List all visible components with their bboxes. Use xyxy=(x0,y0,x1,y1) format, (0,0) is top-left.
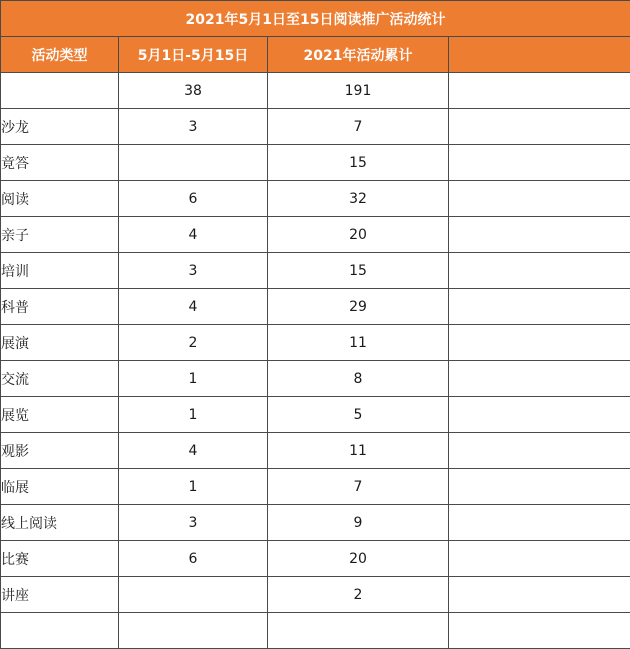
cell-period: 1 xyxy=(119,469,268,505)
table-row xyxy=(1,505,630,541)
cell-period: 4 xyxy=(119,433,268,469)
table-row xyxy=(1,469,630,505)
cell-period: 1 xyxy=(119,397,268,433)
table-title: 2021年5月1日至15日阅读推广活动统计 xyxy=(1,1,630,37)
cell-extra xyxy=(449,109,630,145)
cell-period: 4 xyxy=(119,289,268,325)
header-annual-total: 2021年活动累计 xyxy=(268,37,449,73)
cell-period: 4 xyxy=(119,217,268,253)
cell-extra xyxy=(449,181,630,217)
cell-extra xyxy=(449,253,630,289)
title-row xyxy=(1,1,630,37)
cell-type: 临展 xyxy=(1,469,119,505)
cell-type: 线上阅读 xyxy=(1,505,119,541)
cell-extra xyxy=(449,469,630,505)
cell-extra xyxy=(449,505,630,541)
table-row xyxy=(1,577,630,613)
table-row xyxy=(1,145,630,181)
table-row xyxy=(1,109,630,145)
cell-period xyxy=(119,613,268,649)
table-row xyxy=(1,253,630,289)
cell-total: 7 xyxy=(268,109,449,145)
cell-type xyxy=(1,73,119,109)
cell-extra xyxy=(449,217,630,253)
cell-extra xyxy=(449,145,630,181)
cell-type: 展演 xyxy=(1,325,119,361)
cell-total: 191 xyxy=(268,73,449,109)
cell-period: 1 xyxy=(119,361,268,397)
cell-total: 7 xyxy=(268,469,449,505)
cell-type: 交流 xyxy=(1,361,119,397)
header-extra xyxy=(449,37,630,73)
cell-total: 15 xyxy=(268,145,449,181)
cell-total: 2 xyxy=(268,577,449,613)
cell-period: 6 xyxy=(119,181,268,217)
cell-period: 38 xyxy=(119,73,268,109)
cell-total: 8 xyxy=(268,361,449,397)
cell-type: 培训 xyxy=(1,253,119,289)
cell-extra xyxy=(449,289,630,325)
cell-extra xyxy=(449,613,630,649)
table-row xyxy=(1,361,630,397)
cell-total xyxy=(268,613,449,649)
cell-period: 3 xyxy=(119,109,268,145)
cell-extra xyxy=(449,361,630,397)
cell-type: 沙龙 xyxy=(1,109,119,145)
cell-total: 15 xyxy=(268,253,449,289)
cell-type: 亲子 xyxy=(1,217,119,253)
cell-type: 观影 xyxy=(1,433,119,469)
cell-extra xyxy=(449,73,630,109)
cell-extra xyxy=(449,541,630,577)
cell-total: 20 xyxy=(268,217,449,253)
header-row xyxy=(1,37,630,73)
table-row xyxy=(1,217,630,253)
cell-total: 29 xyxy=(268,289,449,325)
table-row xyxy=(1,397,630,433)
table-row xyxy=(1,181,630,217)
cell-total: 5 xyxy=(268,397,449,433)
cell-type: 竟答 xyxy=(1,145,119,181)
cell-total: 11 xyxy=(268,325,449,361)
table-row xyxy=(1,541,630,577)
header-activity-type: 活动类型 xyxy=(1,37,119,73)
cell-period: 3 xyxy=(119,505,268,541)
cell-total: 32 xyxy=(268,181,449,217)
cell-total: 9 xyxy=(268,505,449,541)
table-row xyxy=(1,289,630,325)
cell-period xyxy=(119,145,268,181)
cell-type: 比赛 xyxy=(1,541,119,577)
table-row xyxy=(1,73,630,109)
cell-type: 科普 xyxy=(1,289,119,325)
table-row xyxy=(1,433,630,469)
cell-period: 2 xyxy=(119,325,268,361)
table-row xyxy=(1,325,630,361)
cell-extra xyxy=(449,577,630,613)
cell-type: 展览 xyxy=(1,397,119,433)
cell-total: 20 xyxy=(268,541,449,577)
cell-period: 3 xyxy=(119,253,268,289)
cell-type xyxy=(1,613,119,649)
cell-extra xyxy=(449,433,630,469)
cell-type: 讲座 xyxy=(1,577,119,613)
header-period-count: 5月1日-5月15日 xyxy=(119,37,268,73)
table-row xyxy=(1,613,630,649)
cell-total: 11 xyxy=(268,433,449,469)
cell-period xyxy=(119,577,268,613)
cell-extra xyxy=(449,397,630,433)
cell-period: 6 xyxy=(119,541,268,577)
cell-extra xyxy=(449,325,630,361)
cell-type: 阅读 xyxy=(1,181,119,217)
